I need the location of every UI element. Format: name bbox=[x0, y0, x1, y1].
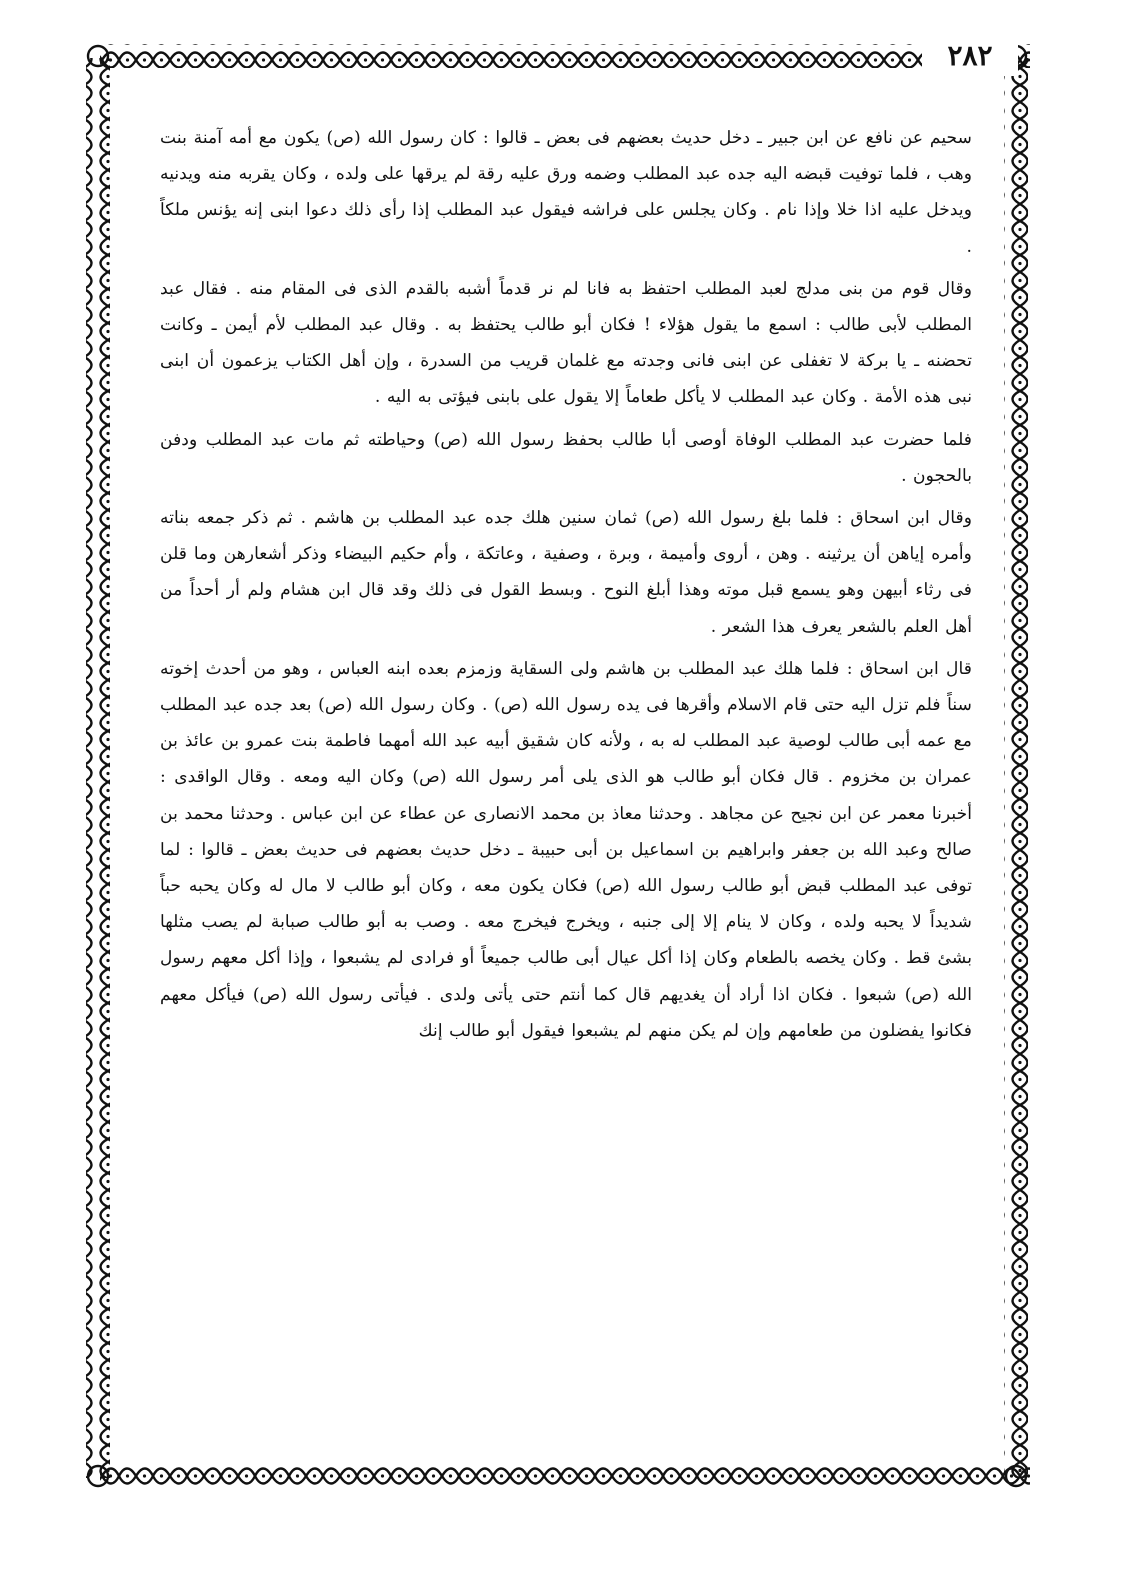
paragraph-1: سحيم عن نافع عن ابن جبير ـ دخل حديث بعضهم فى بعض ـ قالوا : كان رسول الله (ص) يكون مع أمه آمنة بنت وهب ، فلما توفيت قبضه اليه جده عبد المطلب وضمه ورق عليه رقة لم يرقها على ولده ، وكان يقربه منه ويدنيه ويدخل عليه اذا خلا وإذا نام . وكان يجلس على فراشه فيقول عبد المطلب إذا رأى ذلك دعوا ابنى إنه يؤنس ملكاً . bbox=[160, 128, 972, 257]
border-left bbox=[86, 58, 110, 1478]
paragraph-2: وقال قوم من بنى مدلج لعبد المطلب احتفظ به فانا لم نر قدماً أشبه بالقدم الذى فى المقام منه . فقال عبد المطلب لأبى طالب : اسمع ما يقول هؤلاء ! فكان أبو طالب يحتفظ به . وقال عبد المطلب لأم أيمن ـ وكانت تحضنه ـ يا بركة لا تغفلى عن ابنى فانى وجدته مع غلمان قريب من السدرة ، وإن أهل الكتاب يزعمون أن ابنى نبى هذه الأمة . وكان عبد المطلب لا يأكل طعاماً إلا يقول على بابنى فيؤتى به اليه . bbox=[160, 278, 972, 408]
paragraph-3: فلما حضرت عبد المطلب الوفاة أوصى أبا طالب بحفظ رسول الله (ص) وحياطته ثم مات عبد المطلب ودفن بالحجون . bbox=[160, 429, 972, 486]
border-top bbox=[100, 44, 1030, 68]
border-bottom bbox=[100, 1464, 1030, 1488]
paragraph-5: قال ابن اسحاق : فلما هلك عبد المطلب بن هاشم ولى السقاية وزمزم بعده ابنه العباس ، وهو من أحدث إخوته سناً فلم تزل اليه حتى قام الاسلام وأقرها فى يده رسول الله (ص) . وكان رسول الله (ص) بعد جده عبد المطلب مع عمه أبى طالب لوصية عبد المطلب له به ، ولأنه كان شقيق أبيه عبد الله أمهما فاطمة بنت عمرو بن عائذ بن عمران بن مخزوم . قال فكان أبو طالب هو الذى يلى أمر رسول الله (ص) وكان اليه ومعه . وقال الواقدى : أخبرنا معمر عن ابن نجيح عن مجاهد . وحدثنا معاذ بن محمد الانصارى عن عطاء عن ابن عباس . وحدثنا محمد بن صالح وعبد الله بن جعفر وابراهيم بن اسماعيل بن أبى حبيبة ـ دخل حديث بعضهم فى حديث بعض ـ قالوا : لما توفى عبد المطلب قبض أبو طالب رسول الله (ص) فكان يكون معه ، وكان أبو طالب لا مال له وكان يحبه حباً شديداً لا يحبه ولده ، وكان لا ينام إلا إلى جنبه ، ويخرج فيخرج معه . وصب به أبو طالب صبابة لم يصب مثلها بشئ قط . وكان يخصه بالطعام وكان إذا أكل عيال أبى طالب جميعاً أو فرادى لم يشبعوا ، وإذا أكل معهم رسول الله (ص) شبعوا . فكان اذا أراد أن يغديهم قال كما أنتم حتى يأتى ولدى . فيأتى رسول الله (ص) فيأكل معهم فكانوا يفضلون من طعامهم وإن لم يكن منهم لم يشبعوا فيقول أبو طالب إنك bbox=[160, 658, 972, 1041]
page-number: ٢٨٢ bbox=[922, 36, 1018, 76]
paragraph-4: وقال ابن اسحاق : فلما بلغ رسول الله (ص) ثمان سنين هلك جده عبد المطلب بن هاشم . ثم ذكر جمعه بناته وأمره إياهن أن يرثينه . وهن ، أروى وأميمة ، وبرة ، وصفية ، وعاتكة ، وأم حكيم البيضاء وذكر أشعارهن وما قلن فى رثاء أبيهن وهو يسمع قبل موته وهذا أبلغ النوح . وبسط القول فى ذلك وقد قال ابن هشام ولم أر أحداً من أهل العلم بالشعر يعرف هذا الشعر . bbox=[160, 508, 972, 637]
page-body bbox=[160, 120, 972, 1410]
border-right bbox=[1004, 58, 1028, 1478]
